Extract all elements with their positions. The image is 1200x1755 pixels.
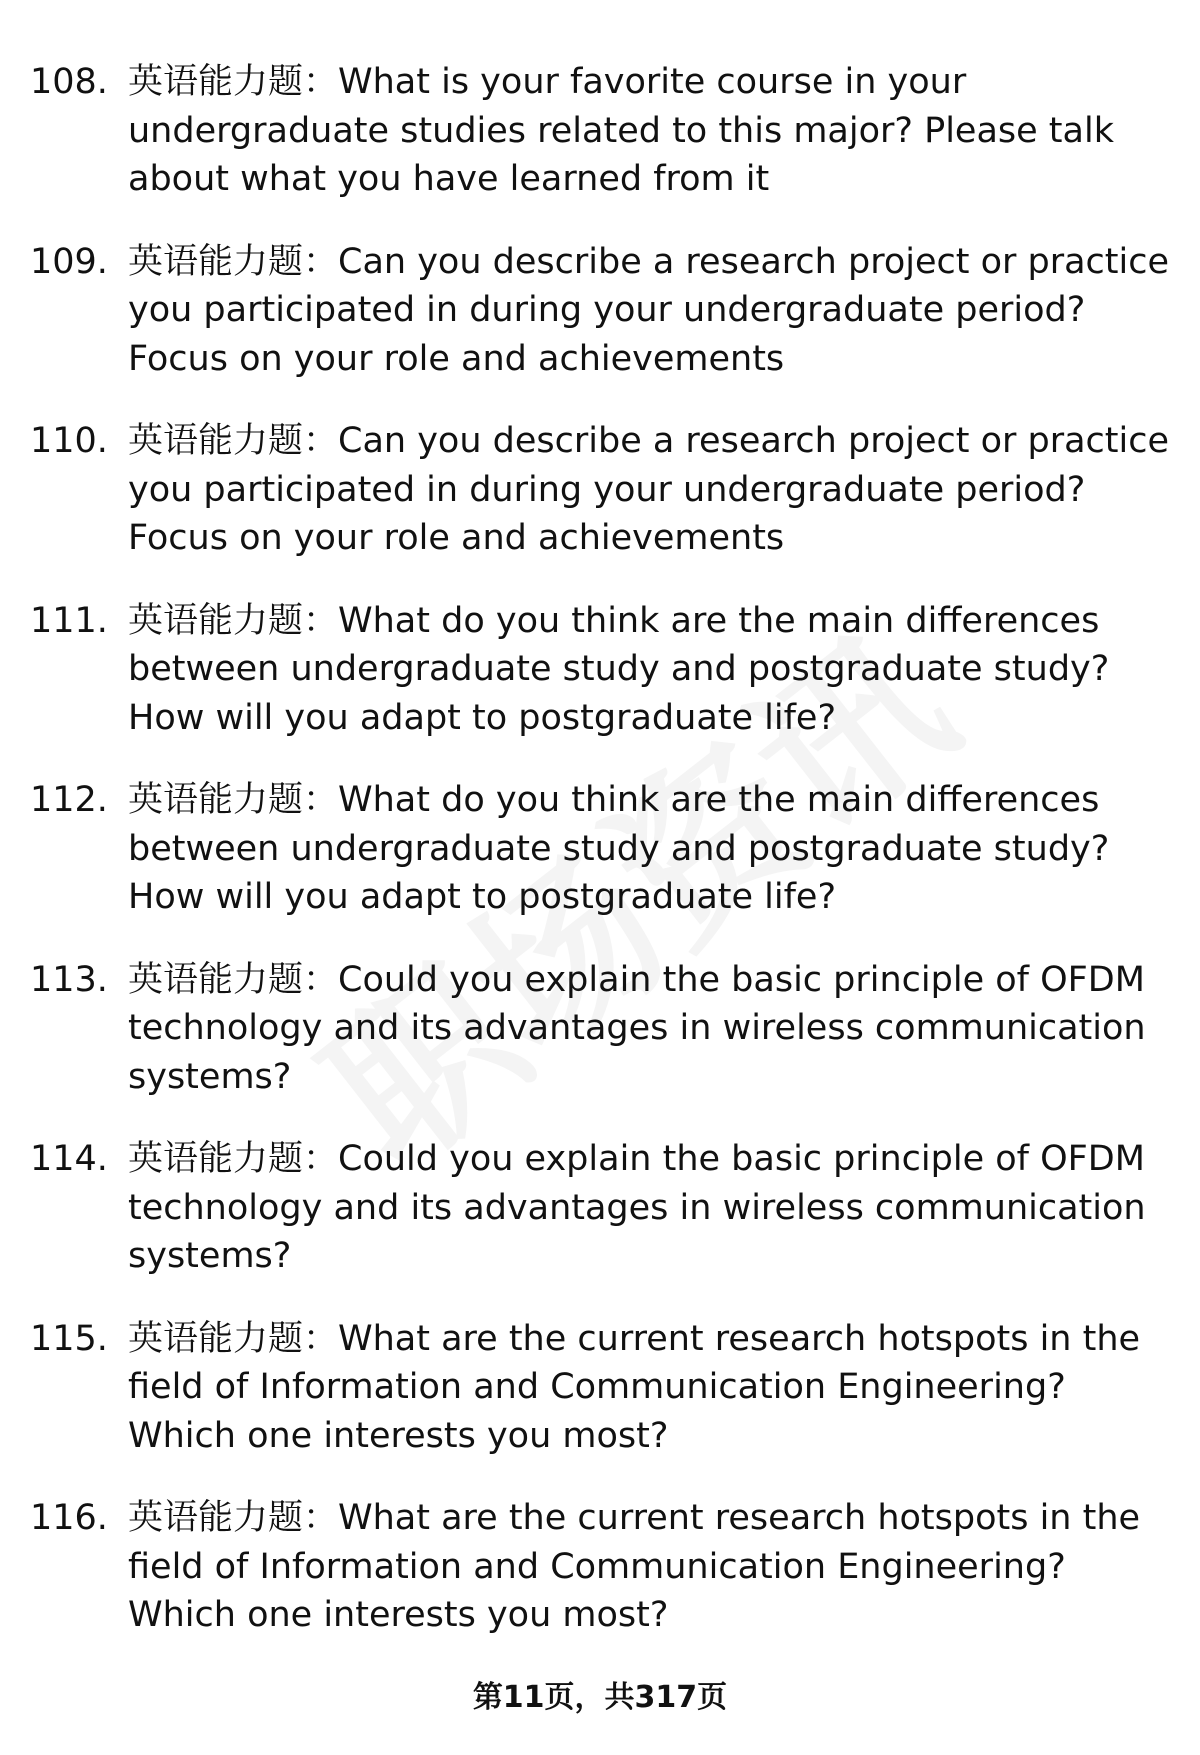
- question-item: [30, 58, 1170, 204]
- question-text: What are the current research hotspots in the field of Information and Communication Engineering? Which one interests you most?: [128, 1498, 1141, 1635]
- question-text: What is your favorite course in your undergraduate studies related to this major? Please talk about what you have learned from it: [128, 62, 1114, 199]
- question-body: [128, 58, 1170, 204]
- question-tag: 英语能力题：: [128, 62, 339, 102]
- question-text: What do you think are the main differences between undergraduate study and postgraduate study? How will you adapt to postgraduate life?: [128, 600, 1110, 738]
- question-text: Can you describe a research project or practice you participated in during your undergraduate period? Focus on your role and achievements: [128, 241, 1170, 379]
- question-item: [30, 1135, 1170, 1281]
- question-item: [30, 956, 1170, 1102]
- question-tag: 英语能力题：: [128, 780, 339, 820]
- question-body: [128, 1135, 1170, 1281]
- question-body: [128, 417, 1170, 563]
- question-number: 108.: [30, 62, 108, 102]
- question-body: [128, 238, 1170, 384]
- question-number: 116.: [30, 1498, 108, 1538]
- question-body: [128, 956, 1170, 1102]
- question-text: Can you describe a research project or practice you participated in during your undergraduate period? Focus on your role and achievements: [128, 421, 1170, 558]
- question-text: What are the current research hotspots in the field of Information and Communication Engineering? Which one interests you most?: [128, 1318, 1141, 1456]
- question-number: 109.: [30, 241, 108, 282]
- question-text: Could you explain the basic principle of OFDM technology and its advantages in wireless communication systems?: [128, 959, 1146, 1097]
- question-number: 112.: [30, 780, 108, 820]
- question-number: 114.: [30, 1139, 108, 1179]
- question-body: [128, 1494, 1170, 1640]
- question-number: 115.: [30, 1318, 108, 1359]
- question-tag: 英语能力题：: [128, 1318, 339, 1359]
- question-tag: 英语能力题：: [128, 1498, 339, 1538]
- question-item: [30, 1494, 1170, 1640]
- question-body: [128, 776, 1170, 922]
- question-tag: 英语能力题：: [128, 421, 339, 461]
- question-item: [30, 776, 1170, 922]
- question-body: [128, 597, 1170, 743]
- question-body: [128, 1315, 1170, 1461]
- question-tag: 英语能力题：: [128, 1139, 339, 1179]
- question-number: 110.: [30, 421, 108, 461]
- question-text: What do you think are the main differences between undergraduate study and postgraduate study? How will you adapt to postgraduate life?: [128, 780, 1110, 917]
- question-item: [30, 238, 1170, 384]
- question-list: [30, 58, 1170, 1674]
- question-tag: 英语能力题：: [128, 959, 339, 1000]
- question-number: 111.: [30, 600, 108, 641]
- question-text: Could you explain the basic principle of OFDM technology and its advantages in wireless communication systems?: [128, 1139, 1146, 1276]
- question-item: [30, 417, 1170, 563]
- question-tag: 英语能力题：: [128, 241, 339, 282]
- question-tag: 英语能力题：: [128, 600, 339, 641]
- question-item: [30, 1315, 1170, 1461]
- question-number: 113.: [30, 959, 108, 1000]
- page-footer: 第11页，共317页: [472, 1680, 728, 1715]
- question-item: [30, 597, 1170, 743]
